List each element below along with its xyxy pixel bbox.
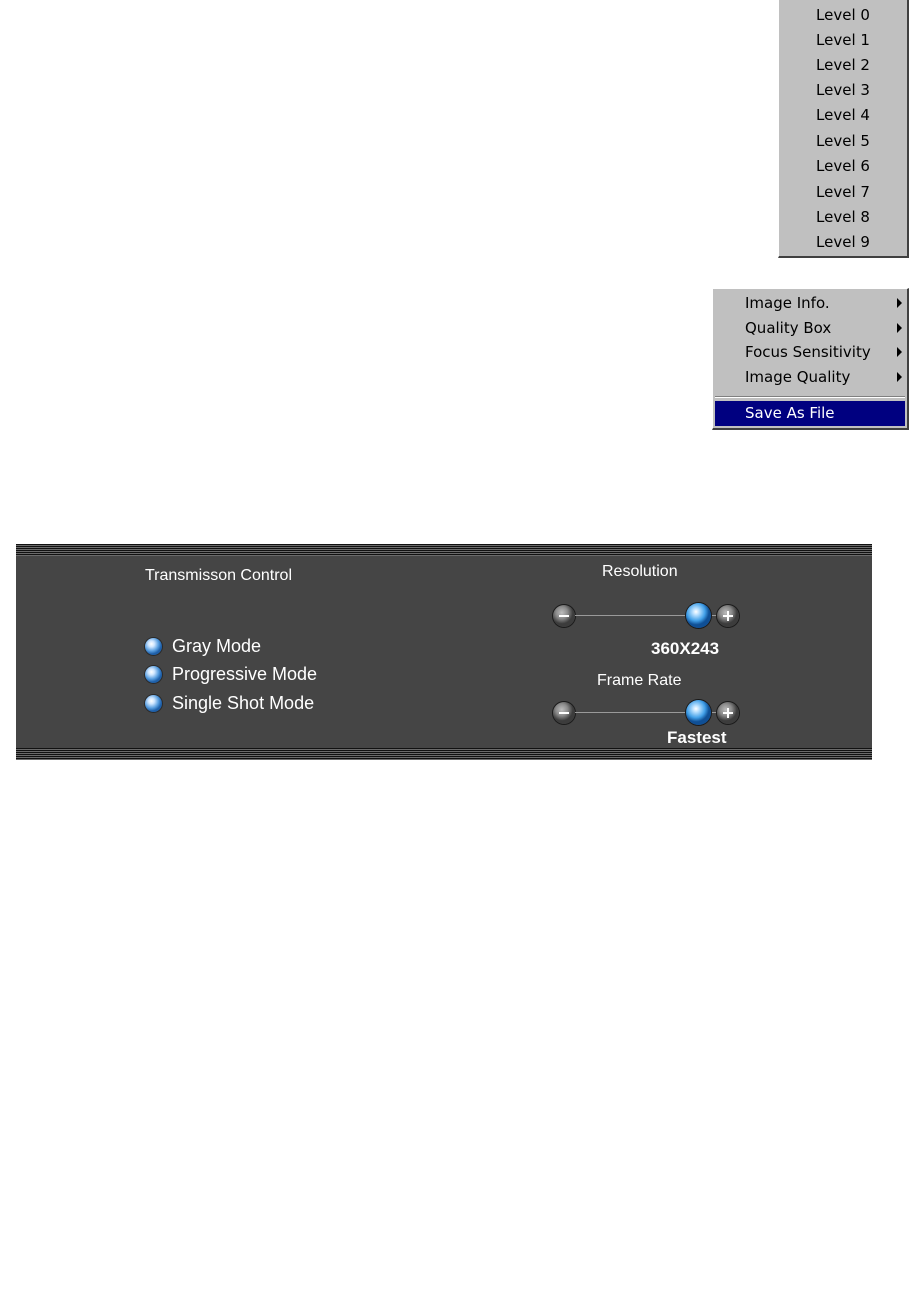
menu-separator <box>715 396 905 398</box>
level-menu-item-7[interactable]: Level 7 <box>816 183 870 201</box>
mode-label: Single Shot Mode <box>172 692 315 713</box>
frame-rate-slider[interactable] <box>553 699 739 727</box>
submenu-arrow-icon <box>897 347 902 357</box>
frame-rate-slider-knob[interactable] <box>686 700 711 725</box>
resolution-value: 360X243 <box>651 639 720 658</box>
mode-label: Progressive Mode <box>172 663 318 684</box>
frame-rate-increase-button[interactable] <box>717 702 739 724</box>
level-menu-item-6[interactable]: Level 6 <box>816 157 870 175</box>
mode-label: Gray Mode <box>172 635 262 656</box>
radio-button-icon[interactable] <box>145 638 162 655</box>
submenu-arrow-icon <box>897 298 902 308</box>
resolution-slider[interactable] <box>553 602 739 630</box>
radio-button-icon[interactable] <box>145 666 162 683</box>
resolution-label: Resolution <box>602 563 678 580</box>
menu-item-label: Image Info. <box>745 294 830 312</box>
menu-item-label: Quality Box <box>745 319 832 337</box>
frame-rate-label: Frame Rate <box>597 672 682 689</box>
level-menu-item-3[interactable]: Level 3 <box>816 81 870 99</box>
menu-item-focus-sensitivity[interactable] <box>715 340 905 365</box>
level-menu-item-9[interactable]: Level 9 <box>816 233 870 251</box>
level-menu-item-2[interactable]: Level 2 <box>816 56 870 74</box>
level-menu-item-4[interactable]: Level 4 <box>816 106 870 124</box>
menu-item-label: Focus Sensitivity <box>745 343 871 361</box>
level-menu-item-1[interactable]: Level 1 <box>816 31 870 49</box>
progressive-mode-option[interactable] <box>145 662 317 686</box>
single-shot-mode-option[interactable] <box>145 691 314 715</box>
panel-title: Transmisson Control <box>145 567 293 584</box>
frame-rate-decrease-button[interactable] <box>553 702 575 724</box>
frame-rate-value: Fastest <box>667 728 727 747</box>
panel-top-border <box>16 544 872 556</box>
menu-item-label: Image Quality <box>745 368 851 386</box>
gray-mode-option[interactable] <box>145 634 261 658</box>
transmission-control-panel <box>16 544 872 760</box>
level-menu <box>778 0 909 258</box>
panel-bottom-border <box>16 748 872 760</box>
menu-item-image-info[interactable] <box>715 291 905 316</box>
radio-button-icon[interactable] <box>145 695 162 712</box>
submenu-arrow-icon <box>897 372 902 382</box>
level-menu-item-0[interactable]: Level 0 <box>816 6 870 24</box>
level-menu-item-8[interactable]: Level 8 <box>816 208 870 226</box>
menu-item-quality-box[interactable] <box>715 316 905 341</box>
menu-item-label: Save As File <box>745 404 835 422</box>
resolution-slider-knob[interactable] <box>686 603 711 628</box>
menu-item-image-quality[interactable] <box>715 365 905 390</box>
resolution-decrease-button[interactable] <box>553 605 575 627</box>
context-menu <box>712 288 909 430</box>
menu-item-save-as-file[interactable] <box>715 401 905 426</box>
resolution-increase-button[interactable] <box>717 605 739 627</box>
submenu-arrow-icon <box>897 323 902 333</box>
level-menu-item-5[interactable]: Level 5 <box>816 132 870 150</box>
